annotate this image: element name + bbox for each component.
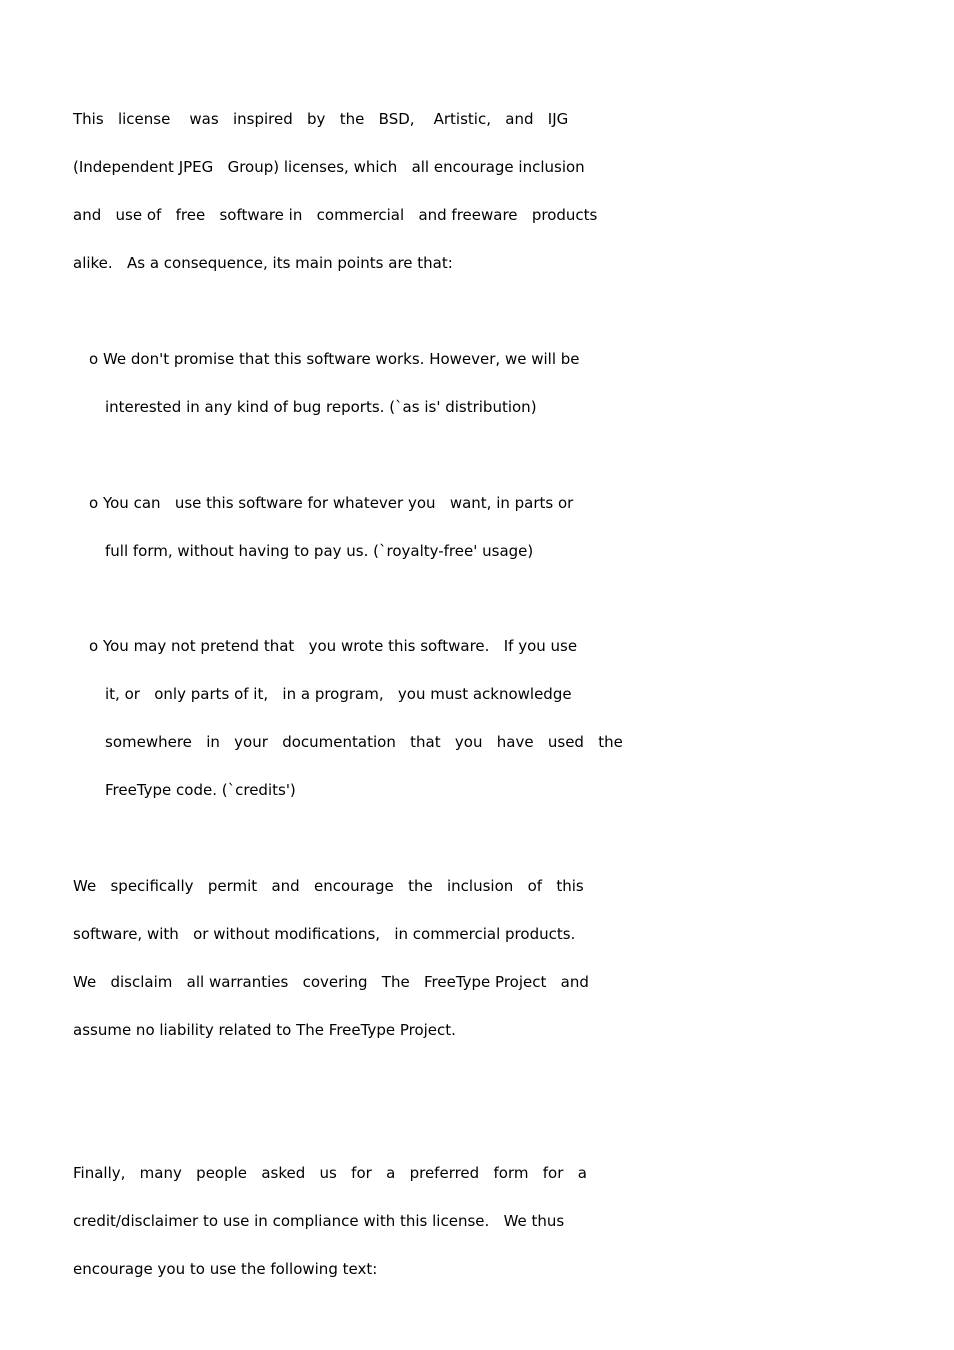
bullet-continuation: FreeType code. (`credits'): [105, 781, 296, 799]
bullet-line: o You may not pretend that you wrote this software. If you use: [89, 637, 578, 655]
bullet-continuation: full form, without having to pay us. (`royalty-free' usage): [105, 542, 534, 560]
bullet-continuation: somewhere in your documentation that you have used the: [105, 733, 623, 751]
bullet-line: o You can use this software for whatever you want, in parts or: [89, 494, 574, 512]
text-line: software, with or without modifications, in commercial products.: [73, 925, 576, 943]
text-line: We disclaim all warranties covering The FreeType Project and: [73, 973, 589, 991]
text-line: We specifically permit and encourage the inclusion of this: [73, 877, 584, 895]
text-line: assume no liability related to The FreeType Project.: [73, 1021, 456, 1039]
text-line: and use of free software in commercial and freeware products: [73, 206, 598, 224]
bullet-continuation: interested in any kind of bug reports. (`as is' distribution): [105, 398, 537, 416]
text-line: alike. As a consequence, its main points are that:: [73, 254, 453, 272]
text-line: encourage you to use the following text:: [73, 1260, 378, 1278]
text-line: credit/disclaimer to use in compliance with this license. We thus: [73, 1212, 565, 1230]
bullet-line: o We don't promise that this software works. However, we will be: [89, 350, 580, 368]
text-line: (Independent JPEG Group) licenses, which all encourage inclusion: [73, 158, 585, 176]
text-line: This license was inspired by the BSD, Artistic, and IJG: [73, 110, 569, 128]
bullet-continuation: it, or only parts of it, in a program, you must acknowledge: [105, 685, 572, 703]
text-line: Finally, many people asked us for a preferred form for a: [73, 1164, 587, 1182]
